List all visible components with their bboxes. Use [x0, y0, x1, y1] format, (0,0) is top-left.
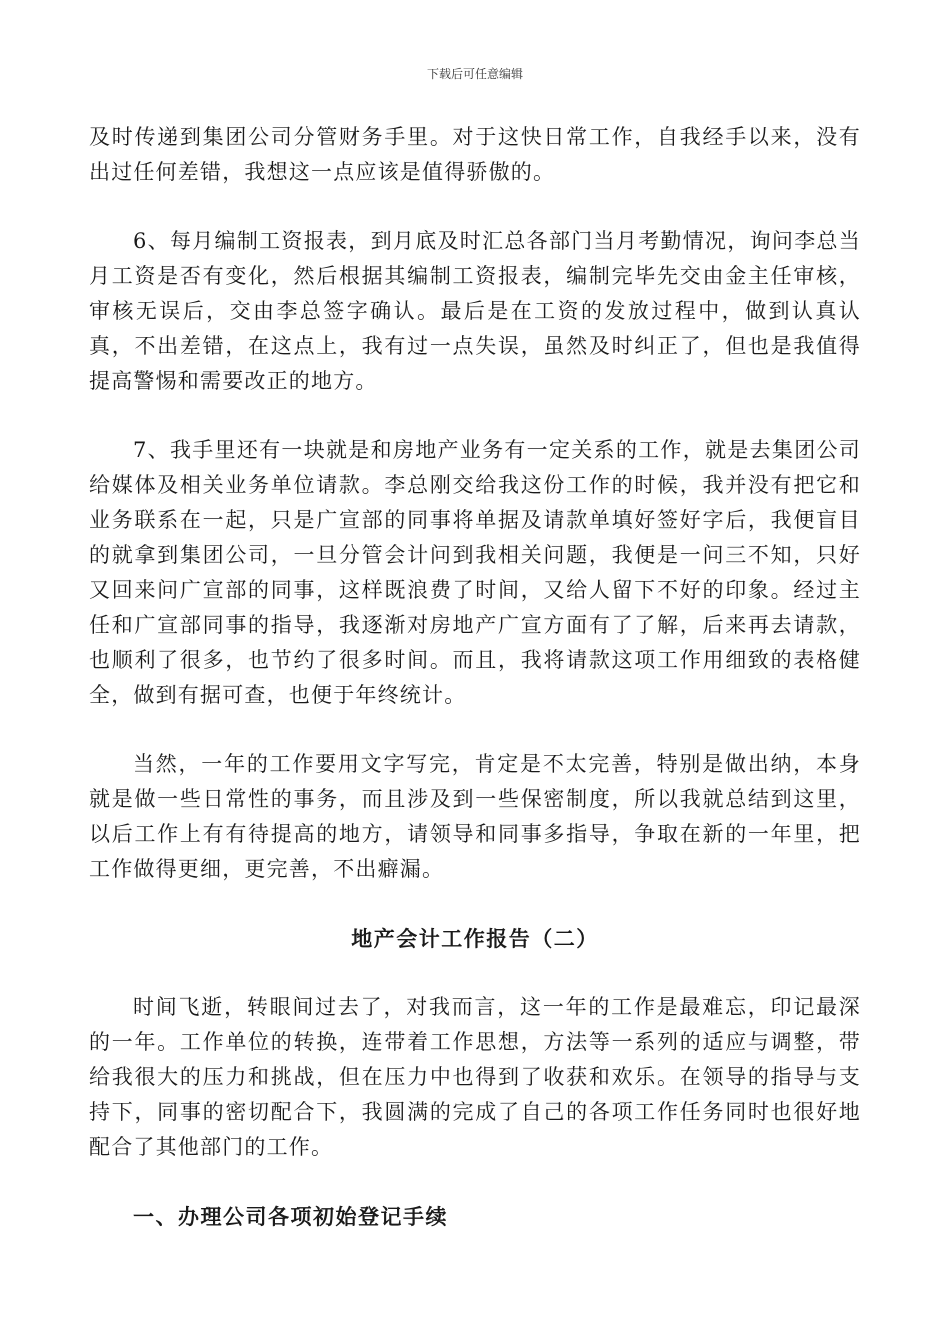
paragraph-conclusion: 当然，一年的工作要用文字写完，肯定是不太完善，特别是做出纳，本身就是做一些日常性的事务，而且涉及到一些保密制度，所以我就总结到这里，以后工作上有有待提高的地方，请领导和同事多指导，争取在新的一年里，把工作做得更细，更完善，不出癖漏。 [89, 752, 861, 881]
paragraph-continuation: 及时传递到集团公司分管财务手里。对于这快日常工作，自我经手以来，没有出过任何差错，我想这一点应该是值得骄傲的。 [89, 125, 861, 184]
paragraph-item-7: 7、我手里还有一块就是和房地产业务有一定关系的工作，就是去集团公司给媒体及相关业务单位请款。李总刚交给我这份工作的时候，我并没有把它和业务联系在一起，只是广宣部的同事将单据及请款单填好签好字后，我便盲目的就拿到集团公司，一旦分管会计问到我相关问题，我便是一问三不知，只好又回来问广宣部的同事，这样既浪费了时间，又给人留下不好的印象。经过主任和广宣部同事的指导，我逐渐对房地产广宣方面有了了解，后来再去请款，也顺利了很多，也节约了很多时间。而且，我将请款这项工作用细致的表格健全，做到有据可查，也便于年终统计。 [89, 438, 861, 707]
section-heading: 一、办理公司各项初始登记手续 [133, 1204, 448, 1229]
section-title: 地产会计工作报告（二） [351, 926, 599, 951]
paragraph-item-6: 6、每月编制工资报表，到月底及时汇总各部门当月考勤情况，询问李总当月工资是否有变化，然后根据其编制工资报表，编制完毕先交由金主任审核，审核无误后，交由李总签字确认。最后是在工资的发放过程中，做到认真认真，不出差错，在这点上，我有过一点失误，虽然及时纠正了，但也是我值得提高警惕和需要改正的地方。 [89, 229, 861, 393]
paragraph-intro: 时间飞逝，转眼间过去了，对我而言，这一年的工作是最难忘，印记最深的一年。工作单位的转换，连带着工作思想，方法等一系列的适应与调整，带给我很大的压力和挑战，但在压力中也得到了收获和欢乐。在领导的指导与支持下，同事的密切配合下，我圆满的完成了自己的各项工作任务同时也很好地配合了其他部门的工作。 [89, 995, 861, 1159]
page-header: 下载后可任意编辑 [426, 67, 523, 81]
document-body [89, 120, 861, 1234]
